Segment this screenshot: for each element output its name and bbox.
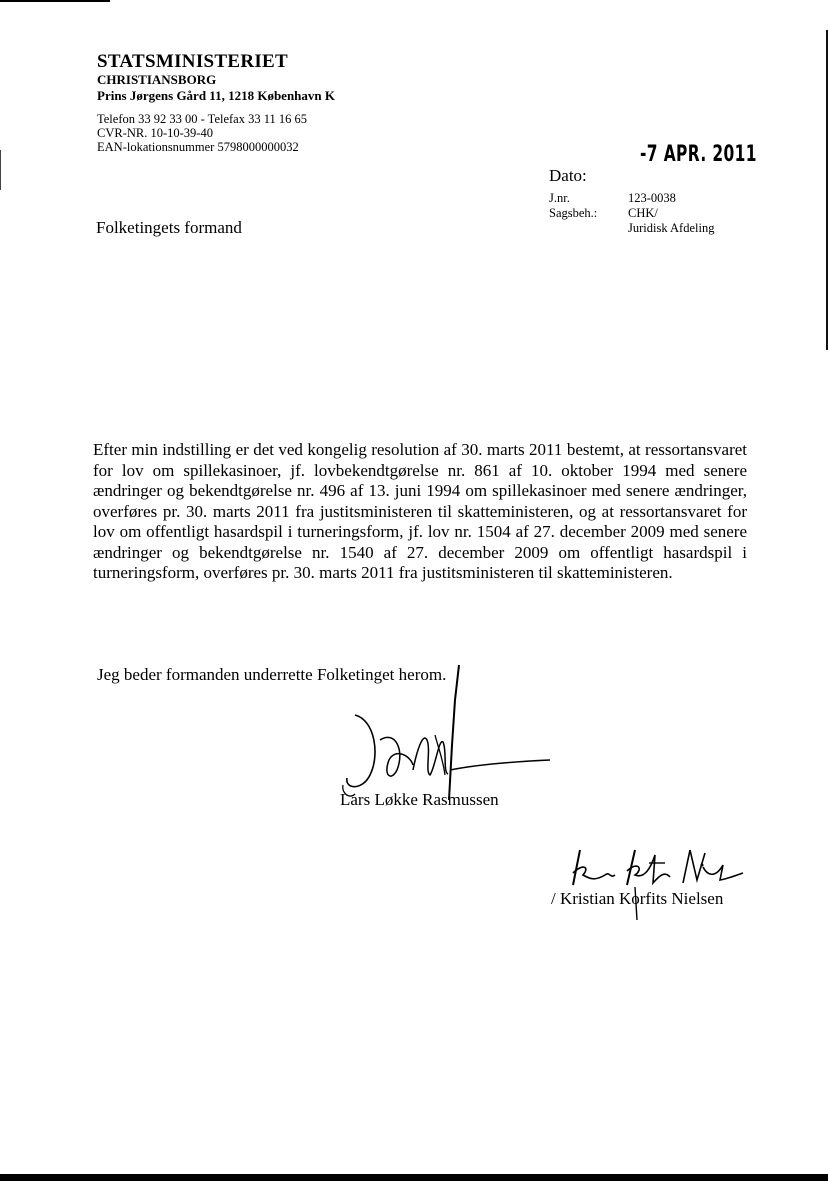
cvr-number: CVR-NR. 10-10-39-40 <box>97 126 213 140</box>
org-sub: CHRISTIANSBORG <box>97 72 217 87</box>
date-label: Dato: <box>549 166 587 185</box>
cos-signature <box>565 845 745 925</box>
contact-block <box>97 112 335 154</box>
org-name: STATSMINISTERIET <box>97 51 288 72</box>
ean-number: EAN-lokationsnummer 5798000000032 <box>97 140 299 154</box>
jnr-label: J.nr. <box>549 191 570 205</box>
pm-signature <box>335 660 560 810</box>
org-address: Prins Jørgens Gård 11, 1218 København K <box>97 88 335 103</box>
jnr-value: 123-0038 <box>628 191 676 205</box>
scan-edge-bottom <box>0 1174 828 1181</box>
department: Juridisk Afdeling <box>628 221 715 235</box>
sagsbeh-label: Sagsbeh.: <box>549 206 598 220</box>
letterhead <box>97 52 335 154</box>
department-row <box>549 221 714 236</box>
letter-body: Efter min indstilling er det ved kongelig resolution af 30. marts 2011 bestemt, at ressortansvaret for lov om spillekasinoer, jf. lovbekendtgørelse nr. 861 af 10. oktober 1994 med senere ændringer og bekendtgørelse nr. 496 af 13. juni 1994 om spillekasinoer med senere ændringer, overføres pr. 30. marts 2011 fra justitsministeren til skatteministeren, og at ressortansvaret for lov om offentligt hasardspil i turneringsform, jf. lov nr. 1504 af 27. december 2009 med senere ændringer og bekendtgørelse nr. 1540 af 27. december 2009 om offentligt hasardspil i turneringsform, overføres pr. 30. marts 2011 fra justitsministeren til skatteministeren. <box>93 440 747 582</box>
recipient: Folketingets formand <box>96 218 242 237</box>
closing-request: Jeg beder formanden underrette Folketinget herom. <box>97 665 447 684</box>
case-meta <box>549 191 714 236</box>
scan-edge-left <box>0 150 1 190</box>
jnr-row <box>549 191 714 206</box>
scan-edge-top <box>0 0 110 2</box>
sagsbeh-value: CHK/ <box>628 206 658 220</box>
date-stamp: -7 APR. 2011 <box>640 142 757 167</box>
pm-name: Lars Løkke Rasmussen <box>340 790 499 809</box>
sagsbeh-row <box>549 206 714 221</box>
cos-name: / Kristian Korfits Nielsen <box>551 889 724 908</box>
phone-fax: Telefon 33 92 33 00 - Telefax 33 11 16 65 <box>97 112 308 126</box>
